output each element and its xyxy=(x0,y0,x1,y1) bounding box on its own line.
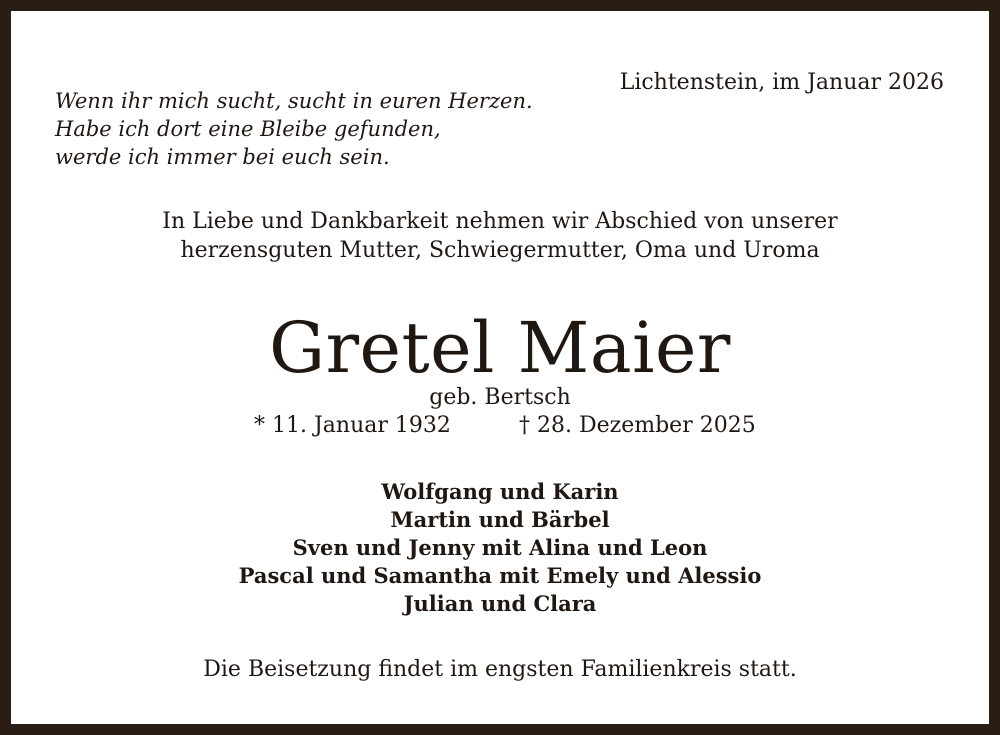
farewell-text xyxy=(111,207,889,265)
death-date: † 28. Dezember 2025 xyxy=(519,413,756,438)
verse-line: Wenn ihr mich sucht, sucht in euren Herzen. xyxy=(55,89,533,113)
verse-line: werde ich immer bei euch sein. xyxy=(55,145,390,169)
verse-line: Habe ich dort eine Bleibe gefunden, xyxy=(55,117,441,141)
memorial-verse xyxy=(55,87,575,171)
funeral-note: Die Beisetzung findet im engsten Familienkreis statt. xyxy=(203,657,797,682)
deceased-name: Gretel Maier xyxy=(269,307,731,389)
birth-date: * 11. Januar 1932 xyxy=(254,413,451,438)
place-date: Lichtenstein, im Januar 2026 xyxy=(619,70,944,95)
farewell-line: In Liebe und Dankbarkeit nehmen wir Abschied von unserer xyxy=(162,209,838,234)
mourner-entry: Martin und Bärbel xyxy=(390,507,610,532)
mourner-entry: Pascal und Samantha mit Emely und Alessio xyxy=(238,563,762,588)
farewell-line: herzensguten Mutter, Schwiegermutter, Oma und Uroma xyxy=(180,238,820,263)
maiden-name: geb. Bertsch xyxy=(429,385,571,410)
mourners-list xyxy=(11,478,989,618)
mourner-entry: Wolfgang und Karin xyxy=(381,479,619,504)
mourner-entry: Sven und Jenny mit Alina und Leon xyxy=(292,535,708,560)
mourner-entry: Julian und Clara xyxy=(403,591,597,616)
